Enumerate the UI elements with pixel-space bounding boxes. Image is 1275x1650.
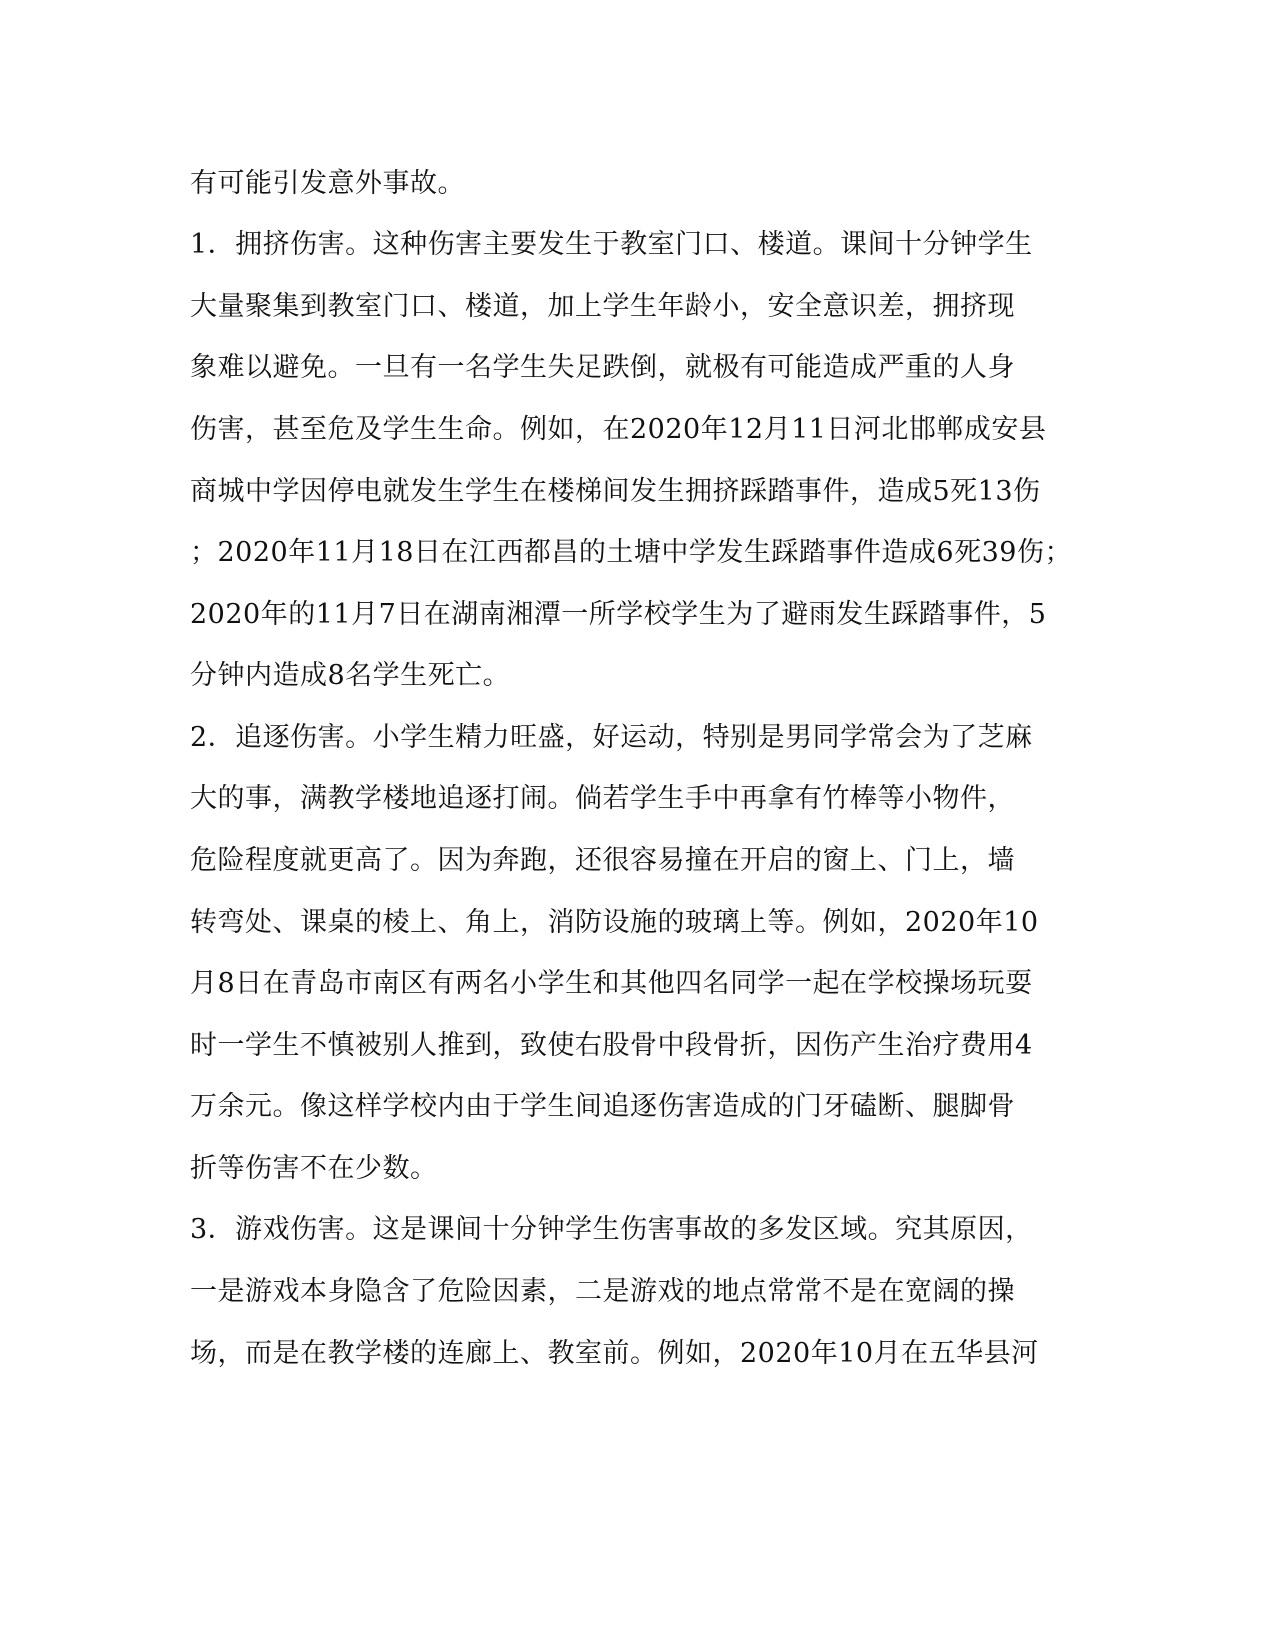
text-line: 有可能引发意外事故。 xyxy=(190,168,465,199)
text-line: ；2020年11月18日在江西都昌的土塘中学发生踩踏事件造成6死39伤； xyxy=(190,537,1072,568)
text-line: 伤害，甚至危及学生生命。例如，在2020年12月11日河北邯郸成安县 xyxy=(190,414,1047,445)
text-line: 大的事，满教学楼地追逐打闹。倘若学生手中再拿有竹棒等小物件， xyxy=(190,783,1015,814)
text-line: 商城中学因停电就发生学生在楼梯间发生拥挤踩踏事件，造成5死13伤 xyxy=(190,476,1041,507)
text-line: 月8日在青岛市南区有两名小学生和其他四名同学一起在学校操场玩耍 xyxy=(190,968,1033,999)
text-line: 2．追逐伤害。小学生精力旺盛，好运动，特别是男同学常会为了芝麻 xyxy=(190,722,1033,753)
text-line: 大量聚集到教室门口、楼道，加上学生年龄小，安全意识差，拥挤现 xyxy=(190,291,1015,322)
text-line: 3．游戏伤害。这是课间十分钟学生伤害事故的多发区域。究其原因， xyxy=(190,1214,1033,1245)
text-line: 2020年的11月7日在湖南湘潭一所学校学生为了避雨发生踩踏事件，5 xyxy=(190,599,1047,630)
text-line: 时一学生不慎被别人推到，致使右股骨中段骨折，因伤产生治疗费用4 xyxy=(190,1030,1033,1061)
text-line: 一是游戏本身隐含了危险因素，二是游戏的地点常常不是在宽阔的操 xyxy=(190,1276,1015,1307)
text-line: 转弯处、课桌的棱上、角上，消防设施的玻璃上等。例如，2020年10 xyxy=(190,907,1039,938)
text-line: 象难以避免。一旦有一名学生失足跌倒，就极有可能造成严重的人身 xyxy=(190,352,1015,383)
text-line: 分钟内造成8名学生死亡。 xyxy=(190,660,511,691)
text-line: 危险程度就更高了。因为奔跑，还很容易撞在开启的窗上、门上，墙 xyxy=(190,845,1015,876)
text-line: 折等伤害不在少数。 xyxy=(190,1153,438,1184)
text-line: 万余元。像这样学校内由于学生间追逐伤害造成的门牙磕断、腿脚骨 xyxy=(190,1091,1015,1122)
text-line: 场，而是在教学楼的连廊上、教室前。例如，2020年10月在五华县河 xyxy=(190,1338,1039,1369)
text-line: 1．拥挤伤害。这种伤害主要发生于教室门口、楼道。课间十分钟学生 xyxy=(190,229,1033,260)
